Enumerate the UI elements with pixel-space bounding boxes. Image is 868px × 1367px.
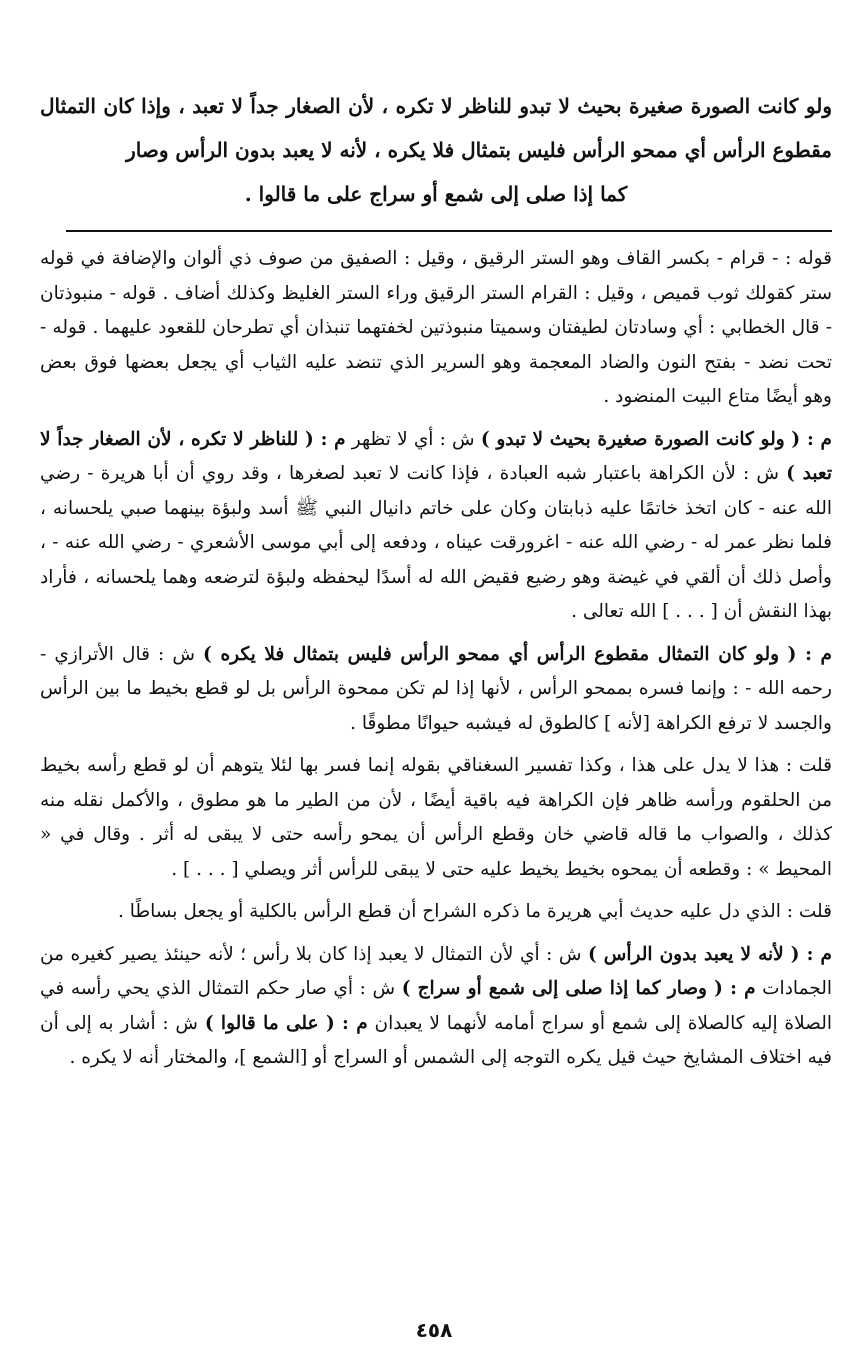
- commentary-paragraph-4: [40, 749, 832, 887]
- separator-rule: [66, 230, 832, 232]
- matn-line-1: ولو كانت الصورة صغيرة بحيث لا تبدو للناظر لا تكره ، لأن الصغار جداً لا تعبد ، وإذا كان: [103, 94, 832, 118]
- commentary-paragraph-6: [40, 938, 832, 1076]
- matn-line-3: كما إذا صلى إلى شمع أو سراج على ما قالوا .: [244, 182, 628, 206]
- matn-quote: م : ( ولو كان التمثال مقطوع الرأس أي ممحو الرأس فليس بتمثال فلا يكره ): [203, 643, 832, 665]
- matn-quote: م : ( على ما قالوا ): [204, 1012, 368, 1034]
- commentary-text: ش : أي لا تظهر: [345, 428, 481, 450]
- commentary-paragraph-1: [40, 242, 832, 415]
- matn-quote: م : ( للناظر لا تكره ، لأن الصغار جداً لا تعبد ): [40, 428, 832, 484]
- commentary-text: قلت : الذي دل عليه حديث أبي هريرة ما ذكره الشراح أن قطع الرأس بالكلية أو يجعل بساطًا .: [118, 901, 832, 922]
- page-body: [40, 84, 832, 1084]
- page-number: ٤٥٨: [415, 1318, 453, 1342]
- matn-quote: م : ( لأنه لا يعبد بدون الرأس ): [587, 943, 832, 965]
- matn-quote: م : ( ولو كانت الصورة صغيرة بحيث لا تبدو ): [480, 428, 832, 450]
- commentary-text: ش : أشار به إلى أن فيه اختلاف المشايخ حيث قيل يكره التوجه إلى الشمس أو السراج أو [الشمع ]، والمختار أنه لا يكره .: [40, 1012, 832, 1068]
- commentary-text: ش : أي صار حكم التمثال الذي يحي رأسه في الصلاة إليه كالصلاة إلى شمع أو سراج أمامه لأنهما لا يعبدان: [40, 978, 832, 1034]
- matn-line-2: التمثال مقطوع الرأس أي ممحو الرأس فليس بتمثال فلا يكره ، لأنه لا يعبد بدون الرأس وصار: [40, 94, 832, 162]
- commentary-text: ش : أي لأن التمثال لا يعبد إذا كان بلا رأس ؛ لأنه حينئذ يصير كغيره من الجمادات: [40, 943, 832, 999]
- commentary-text: ش : لأن الكراهة باعتبار شبه العبادة ، فإذا كانت لا تعبد لصغرها ، وقد روي أن أبا هريرة - رضي الله عنه - كان اتخذ خاتمًا عليه ذبابتان وكان على خاتم دانيال النبي ﷺ أسد ولبؤة بينهما صبي يلحسانه ، فلما نظر عمر له - رضي الله عنه - اغرورقت عيناه ، ودفعه إلى أبي موسى الأشعري - رضي الله عنه - ، وأصل ذلك أن ألقي في غيضة وهو رضيع فقيض الله له أسدًا ليحفظه ولبؤة لترضعه وهما يلحسانه ، فأراد بهذا النقش أن [ . . . ] الله تعالى .: [40, 463, 832, 622]
- matn-text: [40, 84, 832, 216]
- matn-quote: م : ( وصار كما إذا صلى إلى شمع أو سراج ): [401, 978, 756, 999]
- commentary-text: قوله : - قرام - بكسر القاف وهو الستر الرقيق ، وقيل : الصفيق من صوف ذي ألوان والإضافة في قوله ستر كقولك ثوب قميص ، وقيل : القرام الستر الرقيق وراء الستر الغليظ وكذلك أضاف . قوله - منبوذتان - قال الخطابي : أي وسادتان لطيفتان وسميتا منبوذتين لخفتهما تنبذان أي تطرحان للقعود عليهما . قوله - تحت نضد - بفتح النون والضاد المعجمة وهو السرير الذي تنضد عليه الثياب أي يجعل بعضها فوق بعض وهو أيضًا متاع البيت المنضود .: [40, 248, 832, 407]
- commentary-text: قلت : هذا لا يدل على هذا ، وكذا تفسير السغناقي بقوله إنما فسر بها لئلا يتوهم أن لو قطع رأسه بخيط من الحلقوم ورأسه ظاهر فإن الكراهة فيه باقية أيضًا ، لأن من الطير ما هو مطوق ، والأكمل نقله منه كذلك ، والصواب ما قاله قاضي خان وقطع الرأس أن يمحو رأسه حتى لا يبقى له أثر . وقال في « المحيط » : وقطعه أن يمحوه بخيط يخيط عليه حتى لا يبقى للرأس أثر ويصلي [ . . . ] .: [40, 755, 832, 880]
- commentary-paragraph-5: [40, 895, 832, 930]
- commentary-paragraph-2: [40, 423, 832, 630]
- commentary-paragraph-3: [40, 638, 832, 742]
- commentary-text: ش : قال الأترازي - رحمه الله - : وإنما فسره بممحو الرأس ، لأنها إذا لم تكن ممحوة الرأس بل لو قطع بخيط ما بين الرأس والجسد لا ترفع الكراهة [لأنه ] كالطوق له فيشبه حيوانًا مطوقًا .: [40, 643, 832, 734]
